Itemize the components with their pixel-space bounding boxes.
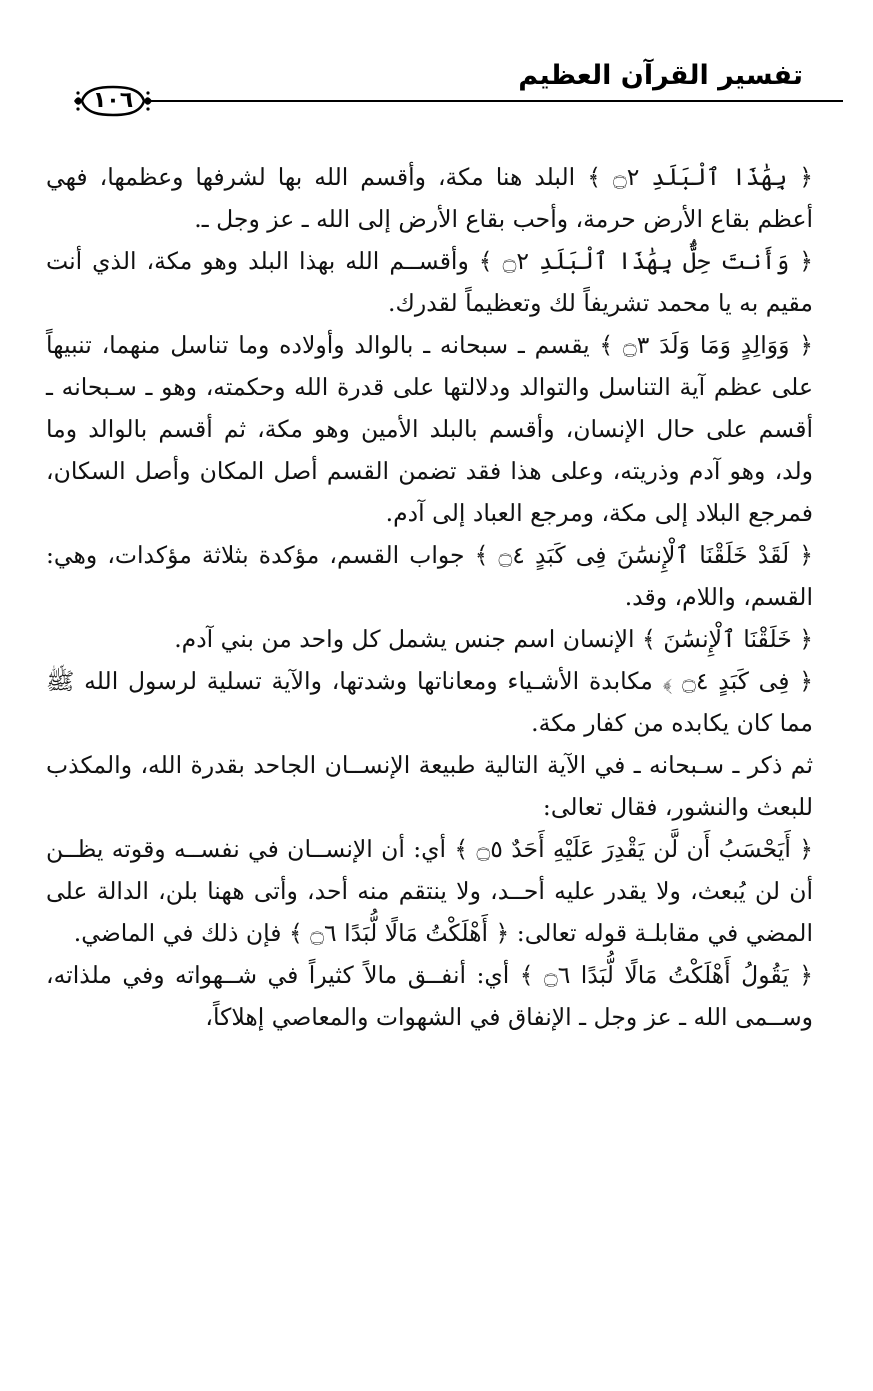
quran-verse: ﴿ يَقُولُ أَهْلَكْتُ مَالًا لُّبَدًا ۝٦ ﴾ bbox=[519, 961, 813, 989]
commentary-text: أي: أن الإنســان في نفســه وقوته يظــن أن لن يُبعث، ولا يقدر عليه أحــد، ولا ينتقم منه أحد، وأتى ههنا بلن، الدالة على المضي في مقابلـة قوله تعالى: ﴿ أَهْلَكْتُ مَالًا لُّبَدًا ۝٦ ﴾ فإن ذلك في الماضي. bbox=[46, 835, 813, 947]
book-title: تفسير القرآن العظيم bbox=[518, 60, 803, 91]
quran-verse: ﴿ فِى كَبَدٍ ۝٤ ﴾ bbox=[662, 667, 813, 695]
commentary-text: جواب القسم، مؤكدة بثلاثة مؤكدات، وهي: القسم، واللام، وقد. bbox=[46, 541, 813, 611]
paragraph bbox=[46, 156, 813, 240]
quran-verse: ﴿ أَيَحْسَبُ أَن لَّن يَقْدِرَ عَلَيْهِ أَحَدٌ ۝٥ ﴾ bbox=[454, 835, 813, 863]
paragraph bbox=[46, 534, 813, 618]
quran-verse: ﴿ وَوَالِدٍ وَمَا وَلَدَ ۝٣ ﴾ bbox=[599, 331, 813, 359]
paragraph bbox=[46, 744, 813, 828]
page-number: ١٠٦ bbox=[92, 88, 134, 113]
commentary-text: وأقســم الله بهذا البلد وهو مكة، الذي أنت مقيم به يا محمد تشريفاً لك وتعظيماً لقدرك. bbox=[46, 247, 813, 317]
commentary-text: ثم ذكر ـ سـبحانه ـ في الآية التالية طبيعة الإنســان الجاحد بقدرة الله، والمكذب للبعث والنشور، فقال تعالى: bbox=[46, 751, 813, 821]
paragraph bbox=[46, 660, 813, 744]
quran-verse: ﴿ وَأَنتَ حِلٌّۢ بِهَٰذَا ٱلْبَلَدِ ۝٢ ﴾ bbox=[478, 247, 813, 275]
commentary-text: أي: أنفــق مالاً كثيراً في شــهواته وفي ملذاته، وســمى الله ـ عز وجل ـ الإنفاق في الشهوات والمعاصي إهلاكاً، bbox=[46, 961, 813, 1031]
commentary-text: الإنسان اسم جنس يشمل كل واحد من بني آدم. bbox=[174, 625, 643, 653]
paragraph bbox=[46, 618, 813, 660]
paragraph bbox=[46, 954, 813, 1038]
paragraph bbox=[46, 324, 813, 534]
quran-verse: ﴿ لَقَدْ خَلَقْنَا ٱلْإِنسَٰنَ فِى كَبَدٍ ۝٤ ﴾ bbox=[474, 541, 813, 569]
quran-verse: ﴿ بِهَٰذَا ٱلْبَلَدِ ۝٢ ﴾ bbox=[587, 163, 813, 191]
quran-verse: ﴿ خَلَقْنَا ٱلْإِنسَٰنَ ﴾ bbox=[642, 625, 813, 653]
header-rule bbox=[148, 100, 843, 102]
commentary-body bbox=[46, 156, 813, 1038]
commentary-text: مكابدة الأشـياء ومعاناتها وشدتها، والآية تسلية لرسول الله ﷺ مما كان يكابده من كفار مكة. bbox=[46, 667, 813, 737]
running-header bbox=[30, 58, 843, 118]
commentary-text: يقسم ـ سبحانه ـ بالوالد وأولاده وما تناسل منهما، تنبيهاً على عظم آية التناسل والتوالد ودلالتها على قدرة الله وحكمته، وهو ـ سـبحانه ـ أقسم على حال الإنسان، وأقسم بالبلد الأمين وهو مكة، ثم أقسم بالوالد وما ولد، وهو آدم وذريته، وعلى هذا فقد تضمن القسم أصل المكان وأصل السكان، فمرجع البلاد إلى مكة، ومرجع العباد إلى آدم. bbox=[46, 331, 813, 527]
commentary-text: البلد هنا مكة، وأقسم الله بها لشرفها وعظمها، فهي أعظم بقاع الأرض حرمة، وأحب بقاع الأرض إلى الله ـ عز وجل ـ. bbox=[46, 163, 813, 233]
paragraph bbox=[46, 240, 813, 324]
paragraph bbox=[46, 828, 813, 954]
